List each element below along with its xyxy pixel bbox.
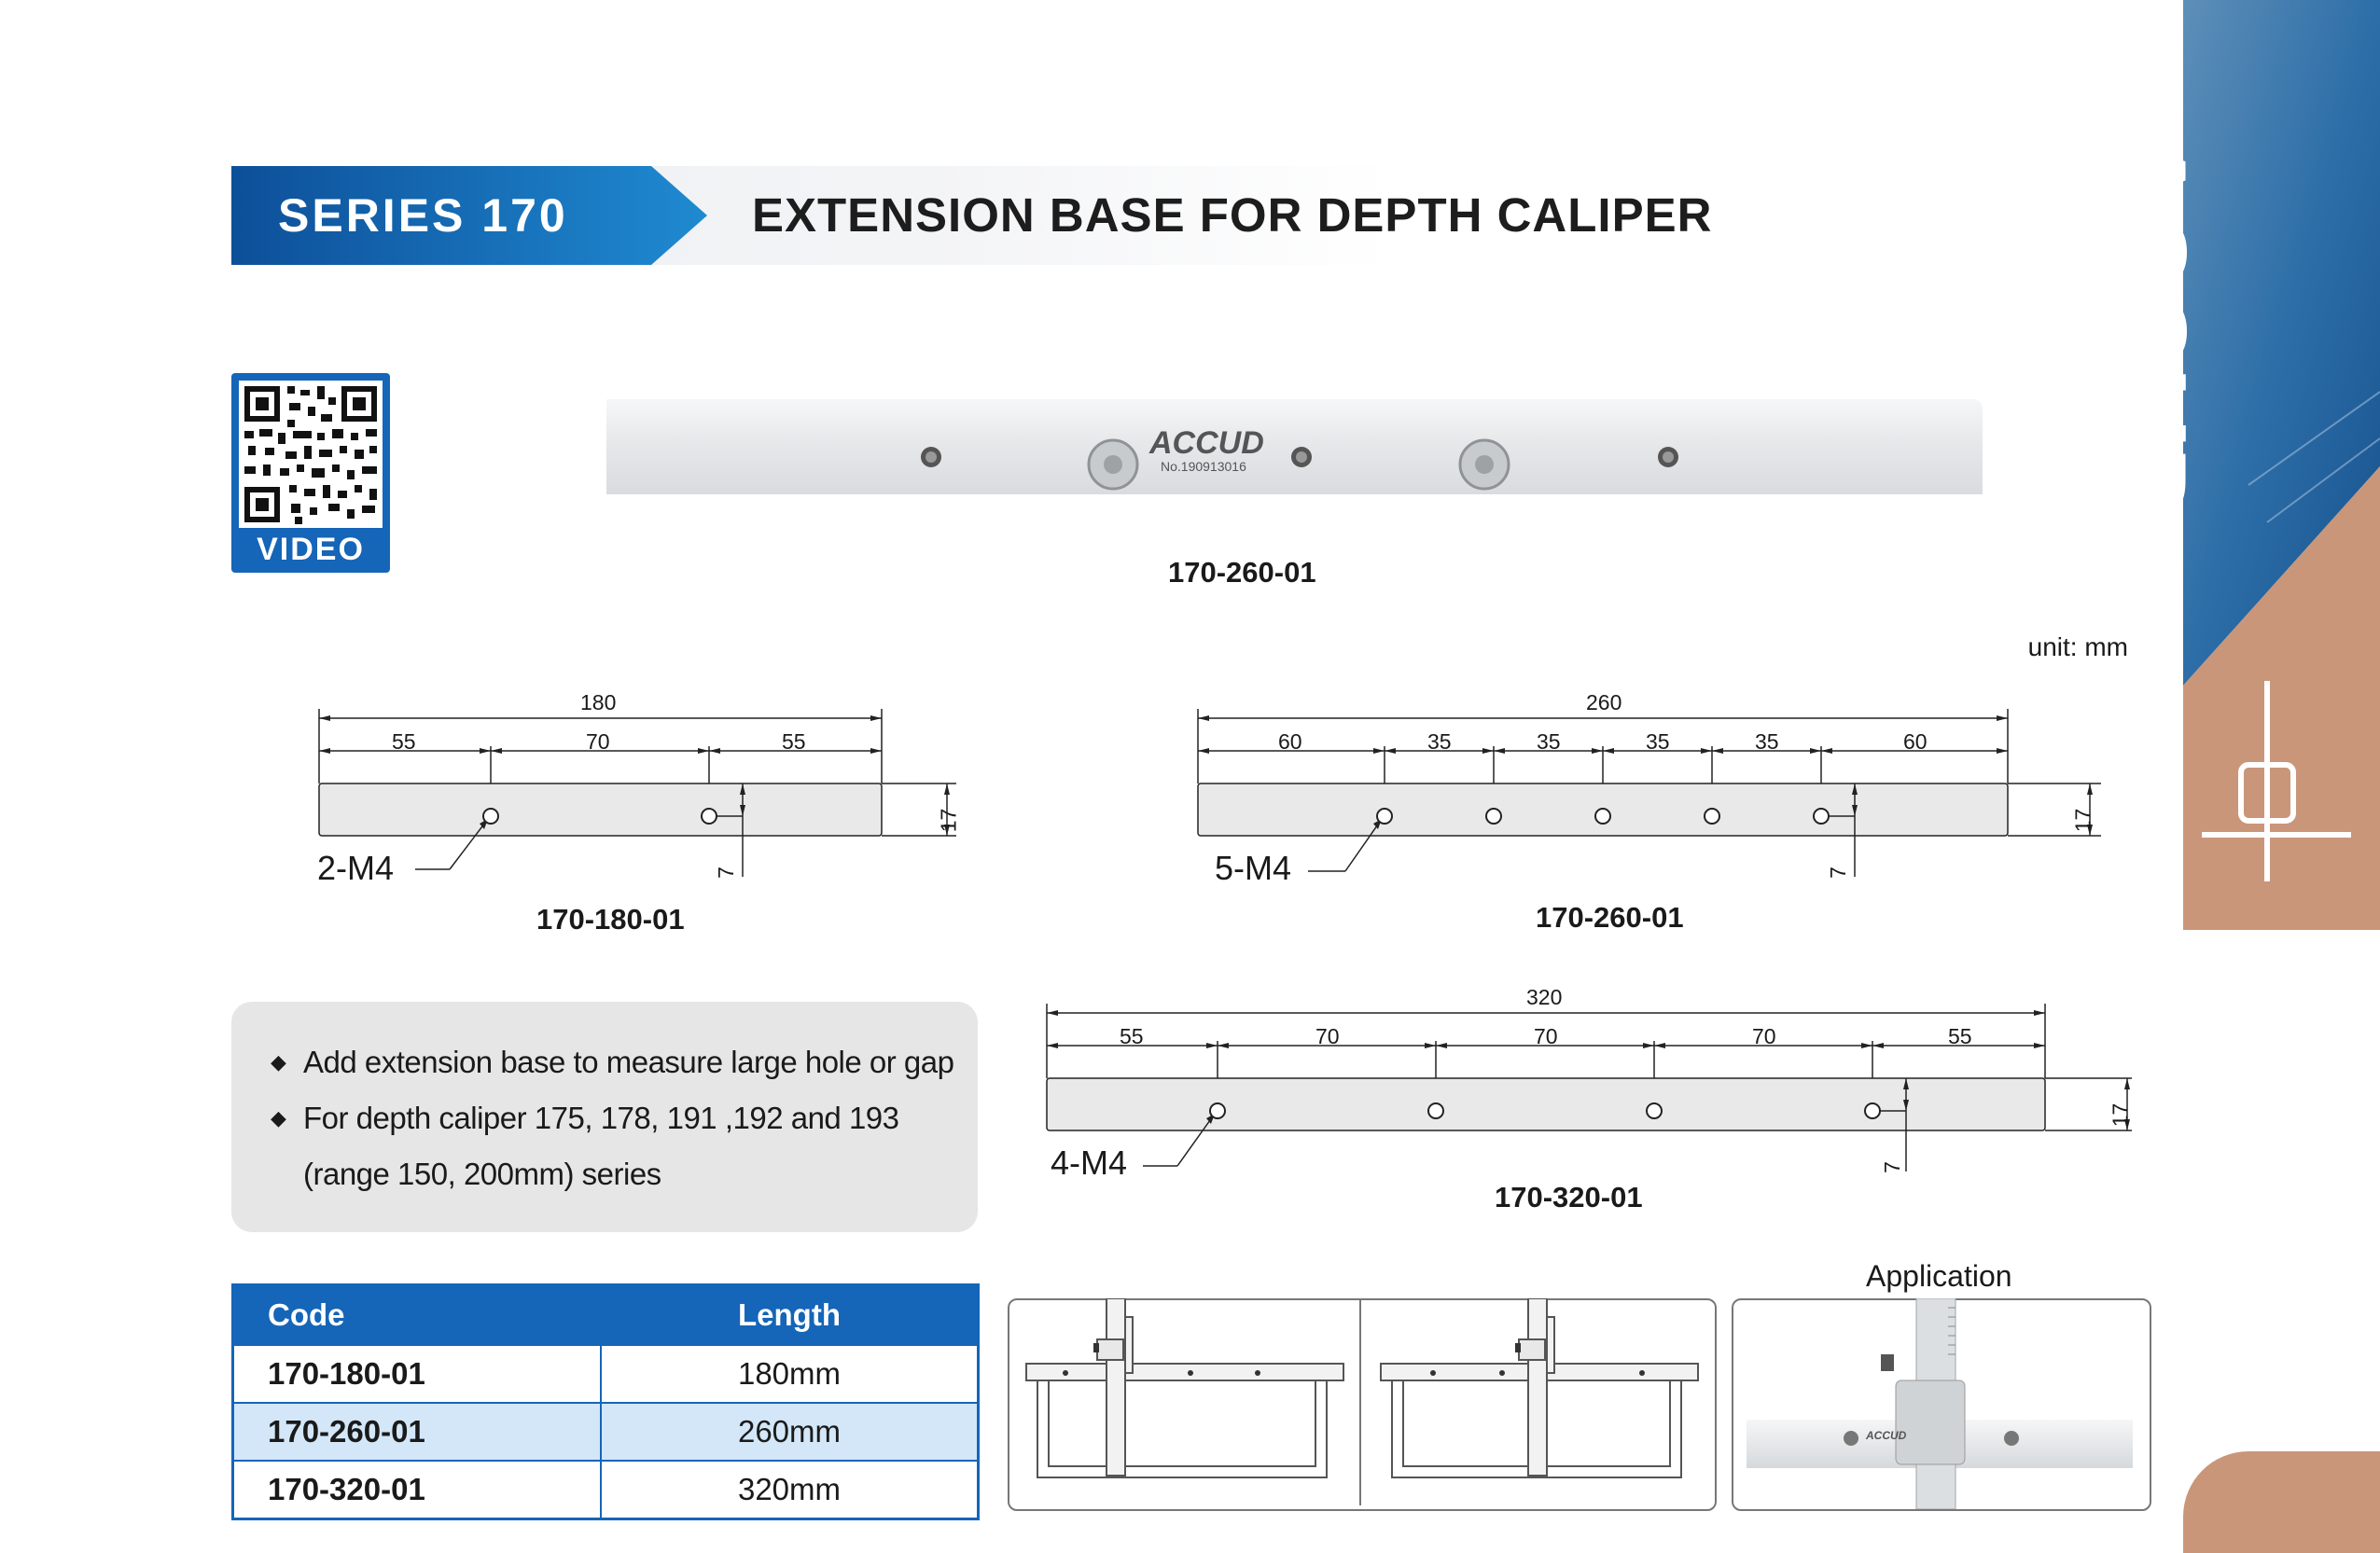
cell-code: 170-260-01 xyxy=(233,1403,602,1461)
dim-seg-320-2: 70 xyxy=(1315,1024,1340,1048)
cell-length: 320mm xyxy=(601,1461,979,1519)
brand-side-panel xyxy=(2183,0,2380,930)
bullet-icon: ◆ xyxy=(271,1106,286,1130)
dim-total-180: 180 xyxy=(580,690,617,714)
drawing-180 xyxy=(299,690,989,895)
product-photo-details xyxy=(606,399,1983,494)
table-row xyxy=(233,1345,979,1403)
spec-table xyxy=(231,1283,980,1520)
cell-length: 180mm xyxy=(601,1345,979,1403)
application-diagram xyxy=(1008,1298,1713,1509)
hole-label-320: 4-M4 xyxy=(1051,1144,1128,1182)
dim-seg-260-3: 35 xyxy=(1537,729,1561,754)
table-row xyxy=(233,1403,979,1461)
cell-length: 260mm xyxy=(601,1403,979,1461)
dim-seg-260-5: 35 xyxy=(1755,729,1779,754)
dim-offset-260: 7 xyxy=(1825,867,1850,879)
dim-total-320: 320 xyxy=(1526,985,1563,1009)
dim-height-180: 17 xyxy=(936,808,961,833)
application-photo-brand: ACCUD xyxy=(1866,1429,1907,1442)
dim-height-260: 17 xyxy=(2070,808,2095,833)
drawing-320 xyxy=(1026,985,2146,1190)
table-header-row xyxy=(233,1285,979,1346)
application-title: Application xyxy=(1866,1259,2012,1293)
hole-label-260: 5-M4 xyxy=(1215,849,1292,887)
dim-seg-180-3: 55 xyxy=(782,729,806,754)
dim-offset-180: 7 xyxy=(713,867,738,879)
col-header-code: Code xyxy=(233,1285,602,1346)
drawing-caption-320: 170-320-01 xyxy=(1495,1181,1643,1213)
photo-caption: 170-260-01 xyxy=(1168,556,1316,589)
dim-seg-180-2: 70 xyxy=(586,729,610,754)
hole-label-180: 2-M4 xyxy=(317,849,395,887)
dim-seg-260-1: 60 xyxy=(1278,729,1302,754)
brand-logo-text: ACCUD xyxy=(2084,131,2209,526)
feature-item-1: Add extension base to measure large hole or gap xyxy=(303,1045,954,1079)
table-row xyxy=(233,1461,979,1519)
dim-seg-180-1: 55 xyxy=(392,729,416,754)
dim-seg-260-6: 60 xyxy=(1903,729,1928,754)
qr-video-label: VIDEO xyxy=(257,532,365,567)
photo-serial: No.190913016 xyxy=(1161,459,1246,474)
side-tab[interactable] xyxy=(2183,1451,2380,1553)
unit-label: unit: mm xyxy=(2027,632,2128,661)
page-title: EXTENSION BASE FOR DEPTH CALIPER xyxy=(752,188,1713,242)
dim-total-260: 260 xyxy=(1586,690,1622,714)
dim-seg-320-5: 55 xyxy=(1948,1024,1972,1048)
feature-item-2: For depth caliper 175, 178, 191 ,192 and 193 xyxy=(303,1101,899,1135)
bullet-icon: ◆ xyxy=(271,1050,286,1074)
dim-seg-320-3: 70 xyxy=(1534,1024,1558,1048)
dim-seg-260-2: 35 xyxy=(1427,729,1452,754)
dim-seg-320-1: 55 xyxy=(1120,1024,1144,1048)
drawing-caption-260: 170-260-01 xyxy=(1536,901,1684,934)
dim-offset-320: 7 xyxy=(1879,1161,1904,1173)
application-photo xyxy=(1732,1298,2148,1509)
feature-item-2-cont: (range 150, 200mm) series xyxy=(303,1157,661,1191)
drawing-260 xyxy=(1177,690,2129,895)
cell-code: 170-180-01 xyxy=(233,1345,602,1403)
photo-brand-text: ACCUD xyxy=(1149,425,1264,461)
dim-height-320: 17 xyxy=(2108,1102,2133,1128)
drawing-caption-180: 170-180-01 xyxy=(536,903,685,936)
series-label: SERIES 170 xyxy=(278,189,568,242)
dim-seg-260-4: 35 xyxy=(1646,729,1670,754)
col-header-length: Length xyxy=(601,1285,979,1346)
dim-seg-320-4: 70 xyxy=(1752,1024,1776,1048)
cell-code: 170-320-01 xyxy=(233,1461,602,1519)
qr-code-icon xyxy=(239,381,383,528)
